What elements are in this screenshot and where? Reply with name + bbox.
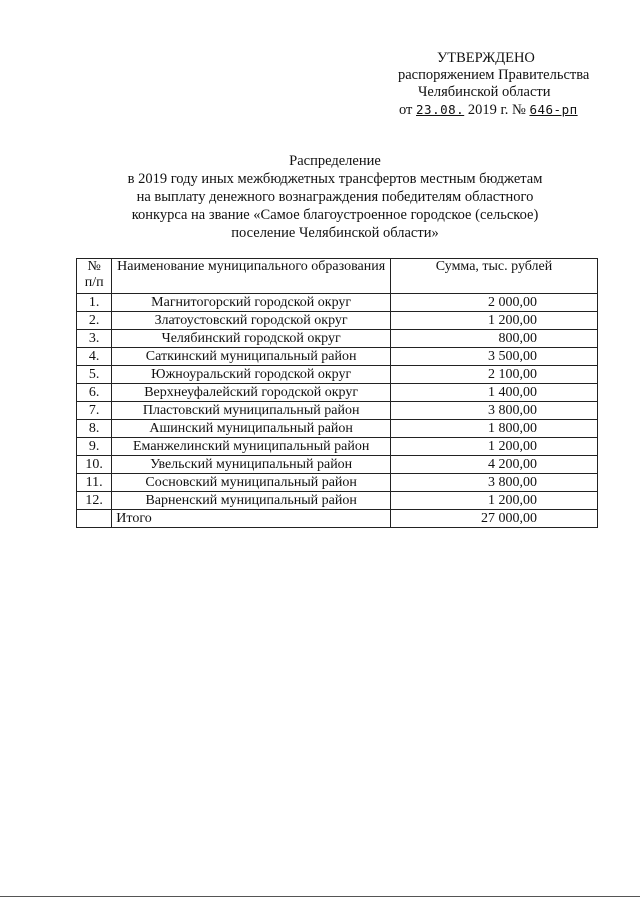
row-num: 9. xyxy=(77,438,112,456)
row-num: 11. xyxy=(77,474,112,492)
document-title xyxy=(95,152,575,242)
row-name: Ашинский муниципальный район xyxy=(112,420,391,438)
row-name: Варненский муниципальный район xyxy=(112,492,391,510)
table-row xyxy=(77,312,598,330)
row-name: Увельский муниципальный район xyxy=(112,456,391,474)
page-bottom-rule xyxy=(0,896,640,897)
date-year: 2019 г. № xyxy=(467,102,526,118)
row-name: Златоустовский городской округ xyxy=(112,312,391,330)
approval-region: Челябинской области xyxy=(418,84,551,100)
row-sum: 1 800,00 xyxy=(391,420,598,438)
row-num: 8. xyxy=(77,420,112,438)
approval-date-line xyxy=(395,101,610,119)
row-name: Саткинский муниципальный район xyxy=(112,348,391,366)
approval-stamp xyxy=(395,50,610,119)
row-num: 4. xyxy=(77,348,112,366)
row-name: Сосновский муниципальный район xyxy=(112,474,391,492)
table-row xyxy=(77,438,598,456)
total-label: Итого xyxy=(112,510,391,528)
row-sum: 3 500,00 xyxy=(391,348,598,366)
table-row xyxy=(77,384,598,402)
title-line-2: в 2019 году иных межбюджетных трансфертов местным бюджетам xyxy=(127,171,543,187)
row-num: 12. xyxy=(77,492,112,510)
total-sum: 27 000,00 xyxy=(391,510,598,528)
header-num: № п/п xyxy=(77,259,112,294)
title-line-3: на выплату денежного вознаграждения победителям областного xyxy=(136,189,534,205)
row-num: 2. xyxy=(77,312,112,330)
approval-heading: УТВЕРЖДЕНО xyxy=(437,50,535,66)
handwritten-date: 23.08. xyxy=(416,102,465,117)
table-row xyxy=(77,330,598,348)
row-sum: 1 200,00 xyxy=(391,438,598,456)
date-prefix: от xyxy=(399,102,413,118)
row-name: Верхнеуфалейский городской округ xyxy=(112,384,391,402)
row-num: 6. xyxy=(77,384,112,402)
row-sum: 800,00 xyxy=(391,330,598,348)
table-row xyxy=(77,402,598,420)
table-row xyxy=(77,294,598,312)
row-sum: 1 200,00 xyxy=(391,492,598,510)
table-row xyxy=(77,366,598,384)
row-sum: 3 800,00 xyxy=(391,402,598,420)
header-name: Наименование муниципального образования xyxy=(112,259,391,294)
table-header-row xyxy=(77,259,598,294)
row-num: 5. xyxy=(77,366,112,384)
row-name: Южноуральский городской округ xyxy=(112,366,391,384)
title-line-4: конкурса на звание «Самое благоустроенное городское (сельское) xyxy=(131,207,539,223)
table-total-row xyxy=(77,510,598,528)
row-num: 1. xyxy=(77,294,112,312)
row-num: 7. xyxy=(77,402,112,420)
handwritten-number: 646-рп xyxy=(529,102,578,117)
header-sum: Сумма, тыс. рублей xyxy=(391,259,598,294)
table-row xyxy=(77,474,598,492)
title-line-1: Распределение xyxy=(289,153,381,169)
row-sum: 4 200,00 xyxy=(391,456,598,474)
row-name: Пластовский муниципальный район xyxy=(112,402,391,420)
row-name: Магнитогорский городской округ xyxy=(112,294,391,312)
row-name: Еманжелинский муниципальный район xyxy=(112,438,391,456)
row-num: 3. xyxy=(77,330,112,348)
approval-authority: распоряжением Правительства xyxy=(398,67,590,83)
row-name: Челябинский городской округ xyxy=(112,330,391,348)
distribution-table xyxy=(76,258,598,528)
title-line-5: поселение Челябинской области» xyxy=(231,225,439,241)
row-sum: 1 200,00 xyxy=(391,312,598,330)
table-row xyxy=(77,492,598,510)
row-sum: 1 400,00 xyxy=(391,384,598,402)
row-sum: 2 100,00 xyxy=(391,366,598,384)
total-num xyxy=(77,510,112,528)
table-row xyxy=(77,456,598,474)
row-sum: 2 000,00 xyxy=(391,294,598,312)
table-row xyxy=(77,420,598,438)
row-num: 10. xyxy=(77,456,112,474)
row-sum: 3 800,00 xyxy=(391,474,598,492)
table-row xyxy=(77,348,598,366)
